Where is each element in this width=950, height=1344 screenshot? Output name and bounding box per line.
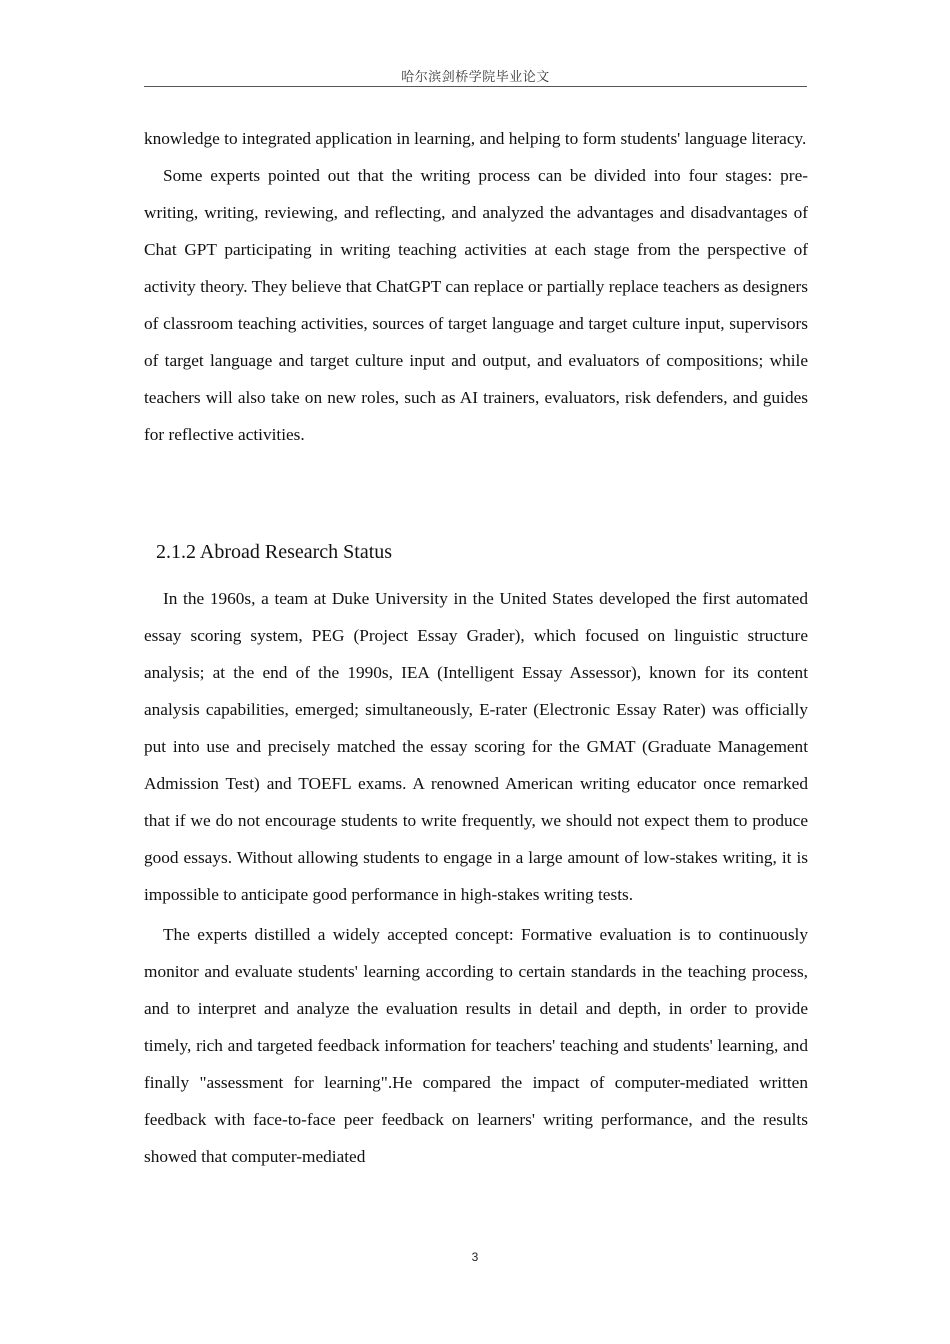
paragraph-formative-evaluation: The experts distilled a widely accepted concept: Formative evaluation is to continuously monitor and evaluate students' learning according to certain standards in the teaching process, and to interpret and analyze the evaluation results in detail and depth, in order to provide timely, rich and targeted feedback information for teachers' teaching and students' learning, and finally "assessment for learning".He compared the impact of computer-mediated written feedback with face-to-face peer feedback on learners' writing performance, and the results showed that computer-mediated [144, 925, 808, 1166]
section-heading: 2.1.2 Abroad Research Status [156, 541, 393, 563]
paragraph-group-top [144, 120, 808, 453]
paragraph-group-bottom [144, 580, 808, 1175]
header-divider [144, 86, 807, 87]
paragraph-chatgpt-roles: Some experts pointed out that the writing process can be divided into four stages: pre-writing, writing, reviewing, and reflecting, and analyzed the advantages and disadvantages of Chat GPT participating in writing teaching activities at each stage from the perspective of activity theory. They believe that ChatGPT can replace or partially replace teachers as designers of classroom teaching activities, sources of target language and target culture input, supervisors of target language and target culture input and output, and evaluators of compositions; while teachers will also take on new roles, such as AI trainers, evaluators, risk defenders, and guides for reflective activities. [144, 166, 808, 444]
paragraph-continuation: knowledge to integrated application in learning, and helping to form students' language literacy. [144, 129, 807, 148]
paragraph-essay-scoring-history: In the 1960s, a team at Duke University in the United States developed the first automated essay scoring system, PEG (Project Essay Grader), which focused on linguistic structure analysis; at the end of the 1990s, IEA (Intelligent Essay Assessor), known for its content analysis capabilities, emerged; simultaneously, E-rater (Electronic Essay Rater) was officially put into use and precisely matched the essay scoring for the GMAT (Graduate Management Admission Test) and TOEFL exams. A renowned American writing educator once remarked that if we do not encourage students to write frequently, we should not expect them to produce good essays. Without allowing students to engage in a large amount of low-stakes writing, it is impossible to anticipate good performance in high-stakes writing tests. [144, 589, 808, 904]
running-header: 哈尔滨剑桥学院毕业论文 [401, 70, 550, 85]
page-number: 3 [471, 1250, 479, 1264]
